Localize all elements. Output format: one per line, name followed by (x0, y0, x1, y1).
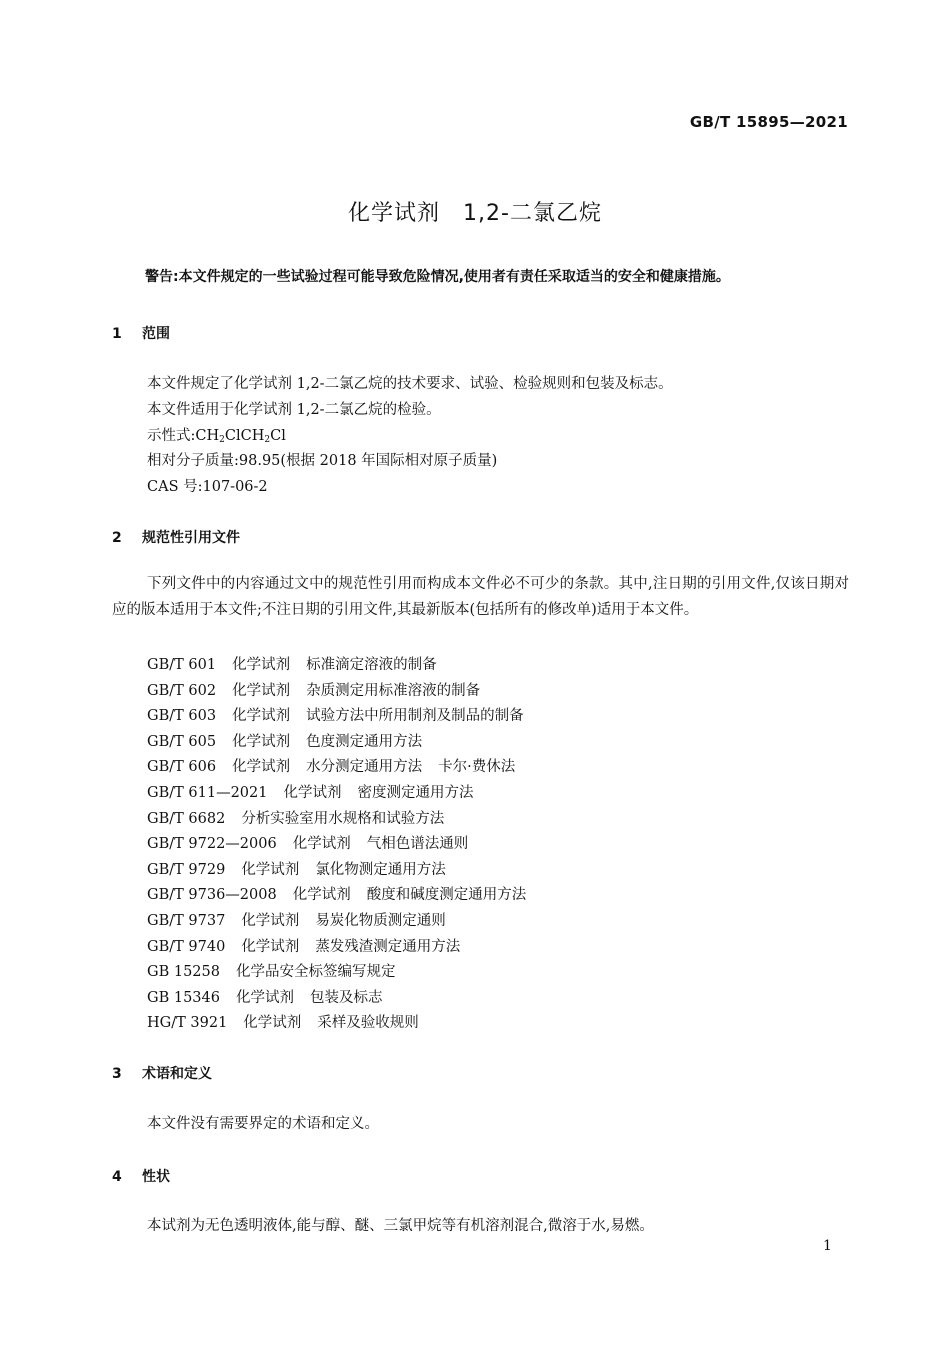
reference-name: 化学品安全标签编写规定 (235, 964, 396, 981)
reference-title: 标准滴定溶液的制备 (306, 657, 437, 673)
reference-title: 采样及验收规则 (317, 1015, 419, 1032)
reference-name: 分析实验室用水规格和试验方法 (241, 810, 445, 827)
reference-title: 易炭化物质测定通则 (315, 913, 446, 929)
formula-subscript: 2 (264, 435, 271, 445)
section-2-heading (112, 527, 240, 547)
reference-item (147, 909, 446, 930)
reference-code: GB/T 605 (147, 733, 217, 750)
properties-paragraph: 本试剂为无色透明液体,能与醇、醚、三氯甲烷等有机溶剂混合,微溶于水,易燃。 (147, 1218, 654, 1234)
reference-item (147, 960, 395, 981)
section-3-heading (112, 1063, 212, 1083)
reference-code: GB/T 9737 (147, 913, 226, 929)
formula-label: 示性式: (147, 428, 196, 444)
section-title: 性状 (142, 1169, 170, 1185)
reference-code: GB 15258 (147, 964, 220, 981)
section-title: 范围 (142, 326, 170, 342)
reference-code: GB/T 603 (147, 708, 217, 725)
scope-paragraph-1: 本文件规定了化学试剂 1,2-二氯乙烷的技术要求、试验、检验规则和包装及标志。 (147, 376, 673, 392)
terms-paragraph: 本文件没有需要界定的术语和定义。 (147, 1116, 379, 1132)
reference-item (147, 858, 446, 879)
cas-number: CAS 号:107-06-2 (147, 479, 268, 495)
reference-name: 化学试剂 (232, 708, 291, 725)
warning-notice: 警告:本文件规定的一些试验过程可能导致危险情况,使用者有责任采取适当的安全和健康措施。 (145, 269, 730, 285)
reference-item (147, 679, 480, 700)
reference-code: GB/T 606 (147, 759, 217, 776)
reference-name: 化学试剂 (241, 938, 300, 955)
reference-code: GB/T 601 (147, 657, 217, 673)
reference-code: GB/T 6682 (147, 810, 226, 827)
reference-item (147, 653, 437, 674)
reference-code: GB/T 9729 (147, 861, 226, 878)
reference-title: 蒸发残渣测定通用方法 (315, 938, 461, 955)
reference-code: GB 15346 (147, 989, 220, 1006)
section-title: 术语和定义 (142, 1066, 212, 1082)
reference-name: 化学试剂 (243, 1015, 302, 1032)
section-title: 规范性引用文件 (142, 530, 240, 546)
section-number: 2 (112, 530, 122, 546)
reference-title: 色度测定通用方法 (306, 733, 423, 750)
reference-name: 化学试剂 (241, 913, 300, 929)
reference-item (147, 807, 444, 828)
reference-name: 化学试剂 (235, 989, 294, 1006)
reference-item (147, 755, 515, 776)
formula-part: Cl (270, 428, 286, 444)
reference-code: GB/T 9736—2008 (147, 887, 277, 904)
formula-part: CH (195, 428, 220, 444)
reference-code: GB/T 611—2021 (147, 785, 268, 801)
reference-title: 密度测定通用方法 (357, 785, 474, 801)
reference-name: 化学试剂 (283, 785, 342, 801)
section-4-heading (112, 1166, 170, 1186)
reference-name: 化学试剂 (292, 836, 351, 853)
reference-item (147, 1011, 419, 1032)
reference-item (147, 781, 473, 802)
formula-subscript: 2 (219, 435, 225, 445)
reference-name: 化学试剂 (232, 733, 291, 750)
reference-name: 化学试剂 (292, 887, 351, 904)
page-number: 1 (823, 1238, 832, 1254)
reference-title: 试验方法中所用制剂及制品的制备 (306, 708, 524, 725)
reference-title: 杂质测定用标准溶液的制备 (306, 682, 481, 699)
reference-code: GB/T 9740 (147, 938, 226, 955)
section-number: 4 (112, 1169, 122, 1185)
normative-references-intro: 下列文件中的内容通过文中的规范性引用而构成本文件必不可少的条款。其中,注日期的引用文件,仅该日期对应的版本适用于本文件;不注日期的引用文件,其最新版本(包括所有的修改单)适用于本文件。 (112, 576, 849, 618)
reference-item (147, 730, 422, 751)
reference-title: 水分测定通用方法 (306, 759, 423, 776)
reference-code: GB/T 602 (147, 682, 217, 699)
reference-name: 化学试剂 (232, 657, 291, 673)
reference-extra: 卡尔·费休法 (438, 759, 516, 776)
section-number: 3 (112, 1066, 122, 1082)
structural-formula (147, 424, 286, 445)
formula-part: ClCH (224, 428, 265, 444)
reference-item (147, 986, 382, 1007)
reference-item (147, 832, 468, 853)
reference-name: 化学试剂 (232, 759, 291, 776)
reference-name: 化学试剂 (241, 861, 300, 878)
scope-paragraph-2: 本文件适用于化学试剂 1,2-二氯乙烷的检验。 (147, 402, 441, 418)
reference-item (147, 935, 460, 956)
molecular-mass: 相对分子质量:98.95(根据 2018 年国际相对原子质量) (147, 453, 498, 469)
document-title: 化学试剂 1,2-二氯乙烷 (348, 201, 602, 226)
reference-item (147, 883, 526, 904)
reference-code: GB/T 9722—2006 (147, 836, 277, 853)
standard-code: GB/T 15895—2021 (689, 113, 848, 131)
reference-code: HG/T 3921 (147, 1015, 228, 1032)
reference-name: 化学试剂 (232, 682, 291, 699)
reference-title: 气相色谱法通则 (366, 836, 469, 853)
reference-title: 酸度和碱度测定通用方法 (366, 887, 527, 904)
section-1-heading (112, 323, 170, 343)
reference-title: 氯化物测定通用方法 (315, 861, 446, 878)
reference-item (147, 704, 524, 725)
section-number: 1 (112, 326, 122, 342)
reference-title: 包装及标志 (309, 989, 383, 1006)
